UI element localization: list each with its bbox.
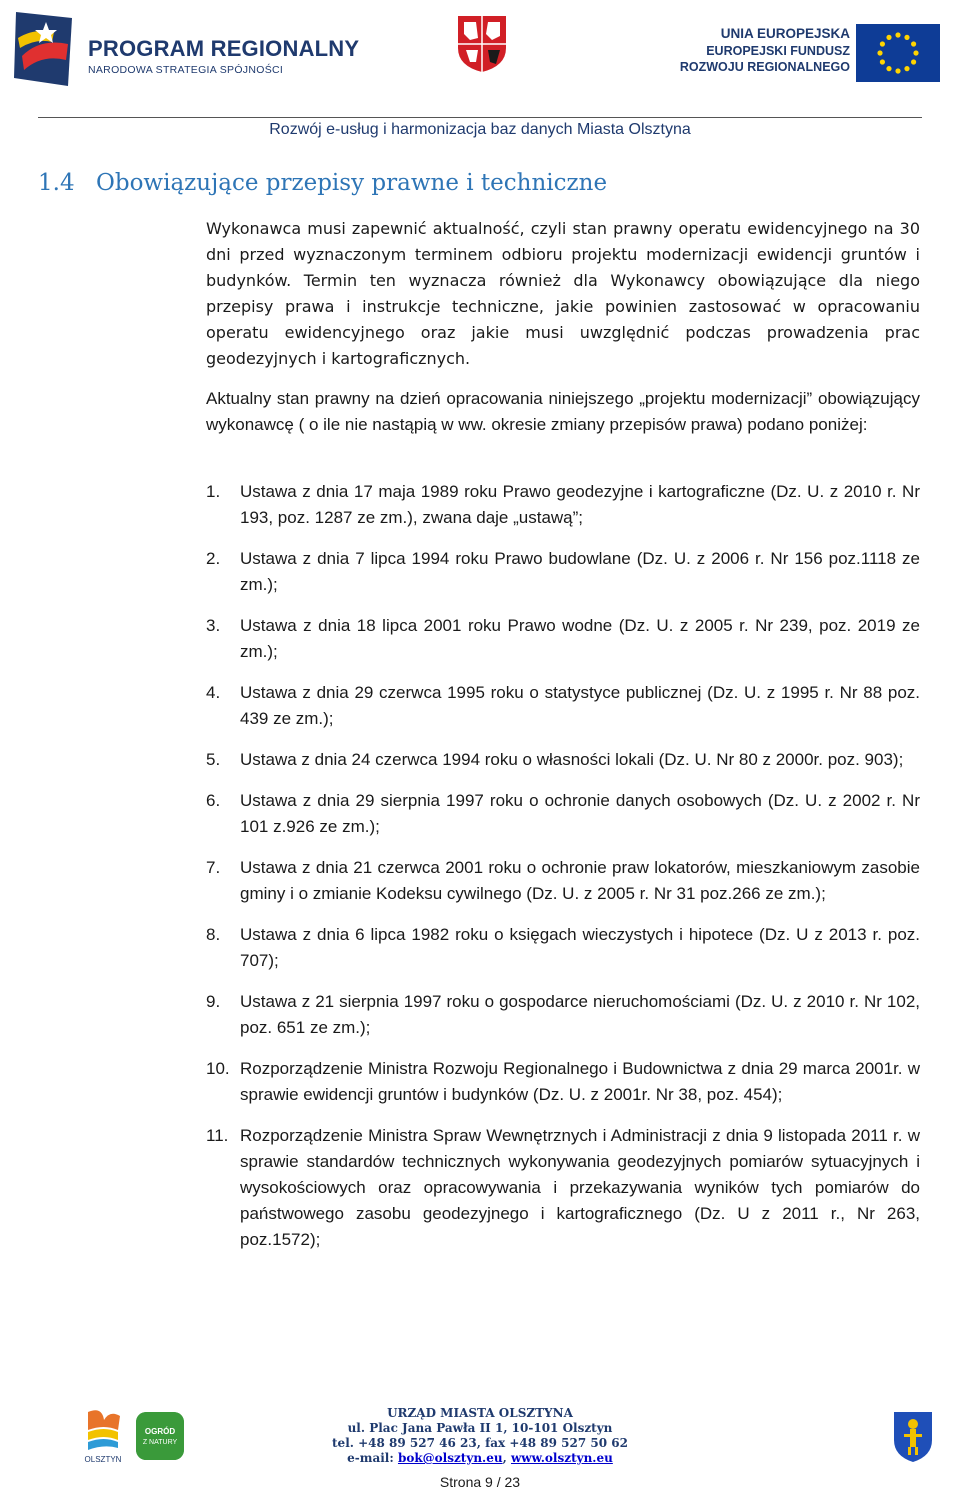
list-item-text: Ustawa z dnia 17 maja 1989 roku Prawo geodezyjne i kartograficzne (Dz. U. z 2010 r. Nr 193, poz. 1287 ze zm.), zwana daje „ustawą”;: [240, 482, 920, 527]
list-item: [206, 989, 920, 1041]
list-item: [206, 1123, 920, 1253]
office-contact: [0, 1406, 960, 1466]
list-item-number: 9.: [206, 992, 221, 1011]
olsztyn-crest-icon: [892, 1410, 934, 1464]
list-item-text: Ustawa z dnia 29 czerwca 1995 roku o statystyce publicznej (Dz. U. z 1995 r. Nr 88 poz. 439 ze zm.);: [240, 683, 920, 728]
law-list: [206, 479, 920, 1268]
list-item-number: 1.: [206, 482, 221, 501]
legal-state-paragraph: Aktualny stan prawny na dzień opracowania niniejszego „projektu modernizacji” obowiązujący wykonawcę ( o ile nie nastąpią w ww. okresie zmiany przepisów prawa) podano poniżej:: [206, 389, 920, 434]
program-subtitle: NARODOWA STRATEGIA SPÓJNOŚCI: [88, 64, 284, 76]
ogrod-logo-line1: OGRÓD: [144, 1427, 176, 1436]
program-regionalny-emblem-icon: [10, 8, 78, 90]
page-footer: [0, 1400, 960, 1491]
office-email-line: [0, 1451, 960, 1466]
list-item: [206, 788, 920, 840]
list-item-text: Ustawa z dnia 29 sierpnia 1997 roku o ochronie danych osobowych (Dz. U. z 2002 r. Nr 101 z.926 ze zm.);: [240, 791, 920, 836]
eu-flag-icon: [856, 24, 940, 82]
list-item: [206, 680, 920, 732]
header-rule: [38, 117, 922, 118]
ogrod-logo-line2: Z NATURY: [142, 1439, 178, 1446]
list-item-text: Ustawa z dnia 21 czerwca 2001 roku o ochronie praw lokatorów, mieszkaniowym zasobie gminy i o zmianie Kodeksu cywilnego (Dz. U. z 2005 r. Nr 31 poz.266 ze zm.);: [240, 858, 920, 903]
list-item-number: 11.: [206, 1126, 229, 1145]
eu-logo: [679, 14, 950, 84]
eu-line2: EUROPEJSKI FUNDUSZ: [706, 44, 850, 58]
list-item-number: 7.: [206, 858, 221, 877]
list-item-text: Ustawa z 21 sierpnia 1997 roku o gospodarce nieruchomościami (Dz. U. z 2010 r. Nr 102, poz. 651 ze zm.);: [240, 992, 920, 1037]
office-name: URZĄD MIASTA OLSZTYNA: [387, 1406, 573, 1420]
list-item: [206, 747, 920, 773]
email-link[interactable]: bok@olsztyn.eu: [397, 1451, 503, 1465]
list-item: [206, 855, 920, 907]
section-title: Obowiązujące przepisy prawne i techniczne: [96, 170, 608, 196]
list-item: [206, 922, 920, 974]
list-item-text: Ustawa z dnia 18 lipca 2001 roku Prawo wodne (Dz. U. z 2005 r. Nr 239, poz. 2019 ze zm.);: [240, 616, 920, 661]
list-item-text: Rozporządzenie Ministra Rozwoju Regionalnego i Budownictwa z dnia 29 marca 2001r. w sprawie ewidencji gruntów i budynków (Dz. U. z 2001r. Nr 38, poz. 454);: [240, 1059, 920, 1104]
list-item-number: 10.: [206, 1059, 230, 1078]
list-item: [206, 613, 920, 665]
page-number: Strona 9 / 23: [439, 1474, 521, 1490]
list-item: [206, 1056, 920, 1108]
office-address: ul. Plac Jana Pawła II 1, 10-101 Olsztyn: [347, 1421, 613, 1435]
voivodeship-crest-icon: [456, 14, 508, 74]
olsztyn-logo-label: OLSZTYN: [84, 1455, 122, 1464]
list-item-number: 6.: [206, 791, 221, 810]
list-item-text: Rozporządzenie Ministra Spraw Wewnętrznych i Administracji z dnia 9 listopada 2011 r. w sprawie standardów technicznych wykonywania geodezyjnych pomiarów sytuacyjnych i wysokościowych oraz opracowywania i przekazywania wyników tych pomiarów do państwowego zasobu geodezyjnego i kartograficznego (Dz. U z 2011 r., Nr 263, poz.1572);: [240, 1126, 920, 1249]
list-item: [206, 479, 920, 531]
list-item-number: 2.: [206, 549, 221, 568]
list-item-number: 3.: [206, 616, 221, 635]
section-number: 1.4: [38, 170, 75, 196]
office-phone: tel. +48 89 527 46 23, fax +48 89 527 50 62: [332, 1436, 628, 1450]
contact-separator: ,: [502, 1451, 507, 1465]
running-title: Rozwój e-usług i harmonizacja baz danych Miasta Olsztyna: [269, 121, 691, 138]
list-item-number: 5.: [206, 750, 221, 769]
email-label: e-mail:: [347, 1451, 394, 1465]
program-title: PROGRAM REGIONALNY: [88, 36, 360, 61]
list-item-text: Ustawa z dnia 7 lipca 1994 roku Prawo budowlane (Dz. U. z 2006 r. Nr 156 poz.1118 ze zm.);: [240, 549, 920, 594]
list-item-number: 4.: [206, 683, 221, 702]
list-item: [206, 546, 920, 598]
program-regionalny-logo: [10, 8, 360, 90]
section-heading: [38, 170, 607, 196]
list-item-number: 8.: [206, 925, 221, 944]
list-item-text: Ustawa z dnia 24 czerwca 1994 roku o własności lokali (Dz. U. Nr 80 z 2000r. poz. 903);: [240, 750, 904, 769]
eu-line1: UNIA EUROPEJSKA: [720, 26, 850, 41]
intro-paragraph: Wykonawca musi zapewnić aktualność, czyli stan prawny operatu ewidencyjnego na 30 dni przed wyznaczonym terminem odbioru projektu modernizacji ewidencji gruntów i budynków. Termin ten wyznacza również dla Wykonawcy obowiązujące dla niego przepisy prawa i instrukcje techniczne, jakie powinien zastosować w opracowaniu operatu ewidencyjnego oraz jakie musi uwzględnić podczas prowadzenia prac geodezyjnych i kartograficznych.: [206, 219, 920, 368]
website-link[interactable]: www.olsztyn.eu: [510, 1451, 613, 1465]
list-item-text: Ustawa z dnia 6 lipca 1982 roku o księgach wieczystych i hipotece (Dz. U z 2013 r. poz. 707);: [240, 925, 920, 970]
page-header: [0, 0, 960, 138]
eu-line3: ROZWOJU REGIONALNEGO: [679, 60, 850, 74]
